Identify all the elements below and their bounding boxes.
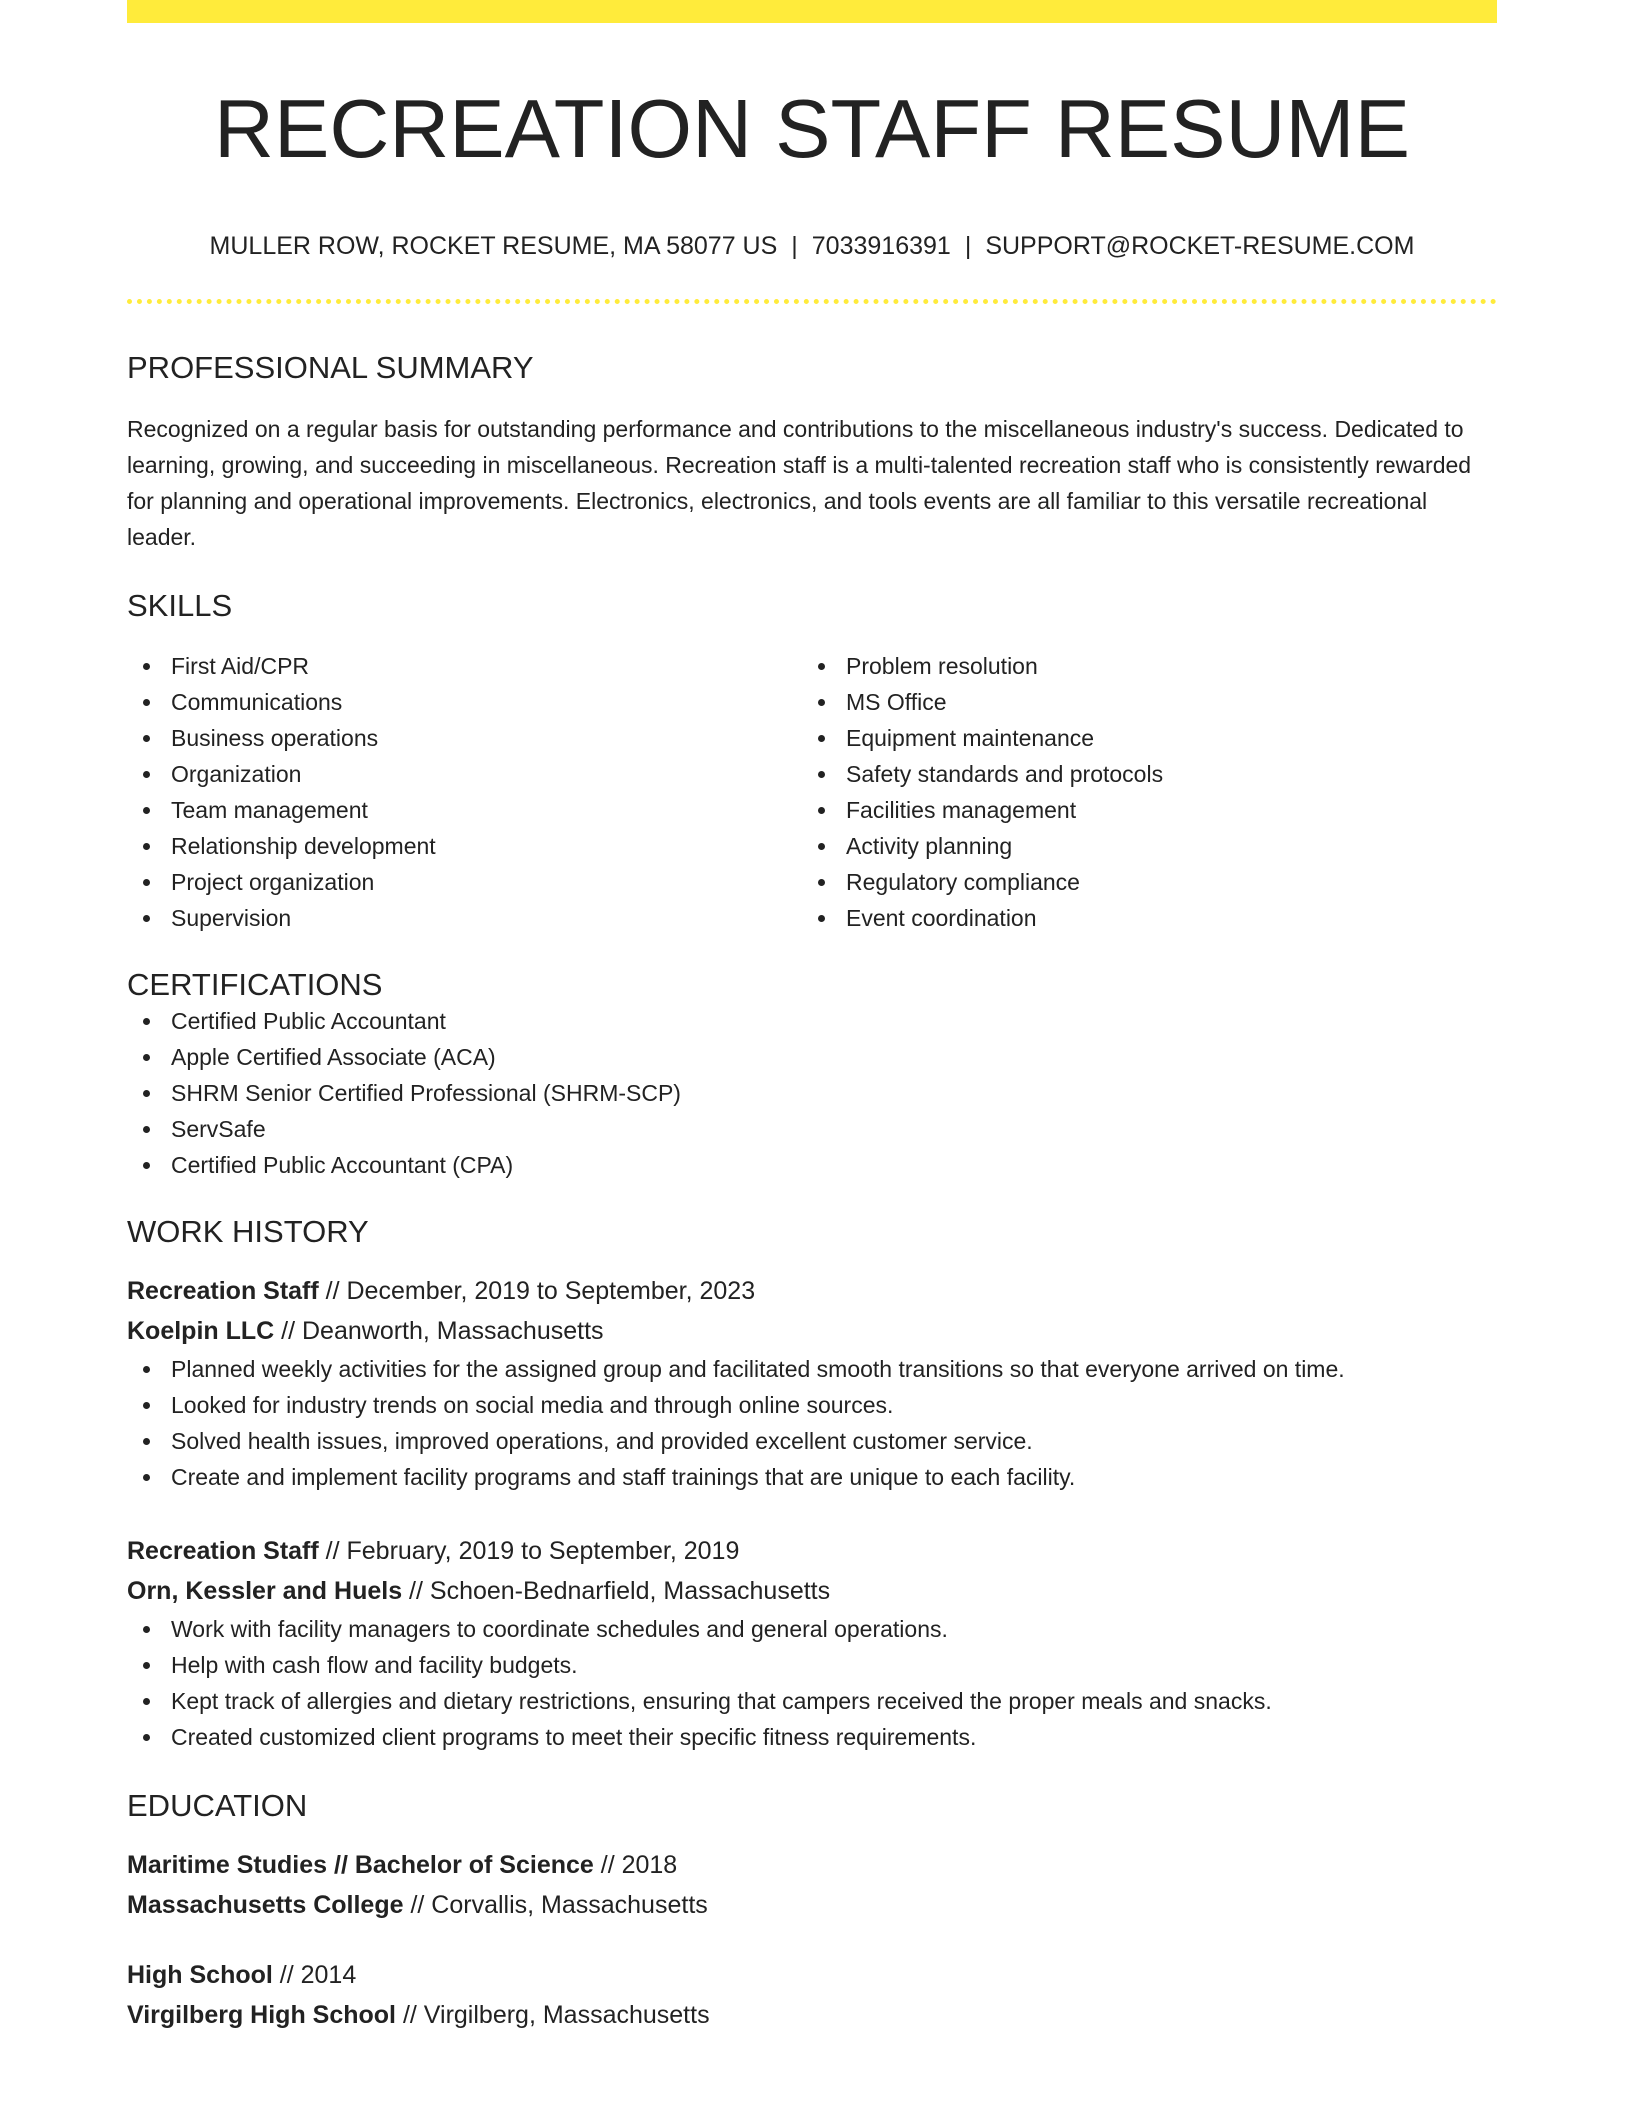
job-duty: [127, 1387, 1497, 1423]
bullet-dot-icon: [143, 1090, 150, 1097]
job-title-line: [127, 1531, 1497, 1571]
bullet-dot-icon: [818, 915, 825, 922]
job-location: // Deanworth, Massachusetts: [274, 1317, 604, 1346]
summary-heading: PROFESSIONAL SUMMARY: [127, 350, 534, 386]
job-location: // Schoen-Bednarfield, Massachusetts: [402, 1577, 831, 1606]
summary-text: Recognized on a regular basis for outstanding performance and contributions to the miscellaneous industry's success. Dedicated to learning, growing, and succeeding in miscellaneous. Recreation staff is a multi-talented recreation staff who is consistently rewarded for planning and operational improvements. Electronics, electronics, and tools events are all familiar to this versatile recreational leader.: [127, 416, 1472, 551]
skill-label: Organization: [171, 760, 302, 787]
job-title: Recreation Staff: [127, 1537, 319, 1566]
job-duty-text: Planned weekly activities for the assigned group and facilitated smooth transitions so that everyone arrived on time.: [171, 1356, 1345, 1383]
job-duty: [127, 1611, 1497, 1647]
contact-address: MULLER ROW, ROCKET RESUME, MA 58077 US: [209, 232, 778, 261]
bullet-dot-icon: [143, 843, 150, 850]
education-degree-line: [127, 1955, 1497, 1995]
certification-label: Apple Certified Associate (ACA): [171, 1043, 496, 1070]
resume-page: [127, 0, 1497, 2035]
contact-separator: |: [964, 232, 972, 261]
skills-column-right: [802, 648, 1477, 936]
certification-item: [127, 1111, 1497, 1147]
bullet-dot-icon: [143, 1474, 150, 1481]
skill-item: [802, 756, 1477, 792]
bullet-dot-icon: [143, 771, 150, 778]
skills-list-left: [127, 648, 802, 936]
education-year: // 2018: [593, 1851, 678, 1880]
skill-label: Problem resolution: [846, 652, 1038, 679]
job-duty-text: Help with cash flow and facility budgets.: [171, 1652, 578, 1679]
skill-label: Supervision: [171, 904, 292, 931]
job-duty: [127, 1459, 1497, 1495]
bullet-dot-icon: [143, 1054, 150, 1061]
bullet-dot-icon: [143, 1366, 150, 1373]
bullet-dot-icon: [143, 1018, 150, 1025]
bullet-dot-icon: [143, 879, 150, 886]
certifications-heading: CERTIFICATIONS: [127, 966, 383, 1002]
work-history-heading: WORK HISTORY: [127, 1213, 369, 1249]
certification-label: Certified Public Accountant (CPA): [171, 1151, 514, 1178]
contact-separator: |: [791, 232, 798, 261]
job-duty: [127, 1647, 1497, 1683]
top-accent-bar: [127, 0, 1497, 23]
education-school: Virgilberg High School: [127, 2001, 397, 2030]
bullet-dot-icon: [818, 735, 825, 742]
skill-label: First Aid/CPR: [171, 652, 310, 679]
bullet-dot-icon: [143, 1402, 150, 1409]
certification-label: ServSafe: [171, 1115, 266, 1142]
job-title: Recreation Staff: [127, 1277, 319, 1306]
skill-label: Facilities management: [846, 796, 1077, 823]
job-duty: [127, 1683, 1497, 1719]
education-location: // Virgilberg, Massachusetts: [396, 2001, 710, 2030]
job-duty-text: Looked for industry trends on social media and through online sources.: [171, 1392, 894, 1419]
bullet-dot-icon: [143, 735, 150, 742]
skill-label: Team management: [171, 796, 368, 823]
certification-item: [127, 1075, 1497, 1111]
skills-list-right: [802, 648, 1477, 936]
certifications-list: [127, 1003, 1497, 1183]
certification-item: [127, 1039, 1497, 1075]
skill-label: Equipment maintenance: [846, 724, 1095, 751]
skill-item: [127, 684, 802, 720]
job-company: Orn, Kessler and Huels: [127, 1577, 403, 1606]
job-duty: [127, 1423, 1497, 1459]
skill-label: Communications: [171, 688, 343, 715]
certification-item: [127, 1147, 1497, 1183]
education-school: Massachusetts College: [127, 1891, 404, 1920]
education-degree-line: [127, 1845, 1497, 1885]
skills-grid: [127, 648, 1497, 936]
skill-label: Event coordination: [846, 904, 1037, 931]
job-title-line: [127, 1271, 1497, 1311]
skill-label: Regulatory compliance: [846, 868, 1080, 895]
dotted-divider: [127, 299, 1497, 304]
skill-item: [127, 756, 802, 792]
bullet-dot-icon: [143, 1662, 150, 1669]
job-duty: [127, 1351, 1497, 1387]
bullet-dot-icon: [143, 915, 150, 922]
education-location: // Corvallis, Massachusetts: [403, 1891, 708, 1920]
skill-label: Safety standards and protocols: [846, 760, 1164, 787]
job-company-line: [127, 1311, 1497, 1351]
bullet-dot-icon: [143, 1126, 150, 1133]
bullet-dot-icon: [143, 807, 150, 814]
job-company: Koelpin LLC: [127, 1317, 275, 1346]
bullet-dot-icon: [818, 843, 825, 850]
bullet-dot-icon: [143, 1162, 150, 1169]
job-duties-list: [127, 1351, 1497, 1495]
bullet-dot-icon: [143, 1626, 150, 1633]
education-entry: [127, 1955, 1497, 2035]
contact-phone: 7033916391: [811, 232, 951, 261]
education-degree: High School: [127, 1961, 273, 1990]
job-duty-text: Create and implement facility programs and staff trainings that are unique to each facility.: [171, 1464, 1076, 1491]
education-entry: [127, 1845, 1497, 1925]
certification-label: SHRM Senior Certified Professional (SHRM-SCP): [171, 1079, 681, 1106]
job-entry: [127, 1271, 1497, 1495]
skill-label: Project organization: [171, 868, 375, 895]
skill-item: [802, 684, 1477, 720]
skill-item: [802, 900, 1477, 936]
education-year: // 2014: [272, 1961, 357, 1990]
skill-label: Activity planning: [846, 832, 1013, 859]
job-duty: [127, 1719, 1497, 1755]
job-duty-text: Work with facility managers to coordinate schedules and general operations.: [171, 1616, 948, 1643]
skill-item: [127, 792, 802, 828]
bullet-dot-icon: [143, 1438, 150, 1445]
skill-item: [802, 828, 1477, 864]
bullet-dot-icon: [143, 1698, 150, 1705]
education-school-line: [127, 1885, 1497, 1925]
contact-email: SUPPORT@ROCKET-RESUME.COM: [985, 232, 1415, 261]
skill-label: Relationship development: [171, 832, 436, 859]
skill-item: [802, 792, 1477, 828]
skill-item: [127, 900, 802, 936]
bullet-dot-icon: [818, 699, 825, 706]
bullet-dot-icon: [818, 879, 825, 886]
job-duty-text: Solved health issues, improved operations, and provided excellent customer service.: [171, 1428, 1033, 1455]
job-dates: // December, 2019 to September, 2023: [318, 1277, 756, 1306]
job-dates: // February, 2019 to September, 2019: [318, 1537, 740, 1566]
skill-label: MS Office: [846, 688, 947, 715]
skill-item: [802, 648, 1477, 684]
job-entry: [127, 1531, 1497, 1755]
job-duties-list: [127, 1611, 1497, 1755]
resume-title: RECREATION STAFF RESUME: [214, 82, 1410, 175]
job-duty-text: Created customized client programs to meet their specific fitness requirements.: [171, 1724, 977, 1751]
education-degree: Maritime Studies // Bachelor of Science: [127, 1851, 594, 1880]
bullet-dot-icon: [143, 663, 150, 670]
job-duty-text: Kept track of allergies and dietary restrictions, ensuring that campers received the proper meals and snacks.: [171, 1688, 1272, 1715]
certification-label: Certified Public Accountant: [171, 1007, 446, 1034]
bullet-dot-icon: [818, 663, 825, 670]
skill-label: Business operations: [171, 724, 379, 751]
contact-line: [127, 232, 1497, 261]
skill-item: [802, 720, 1477, 756]
bullet-dot-icon: [818, 771, 825, 778]
skills-heading: SKILLS: [127, 588, 233, 624]
bullet-dot-icon: [143, 1734, 150, 1741]
skill-item: [127, 648, 802, 684]
skill-item: [127, 828, 802, 864]
education-school-line: [127, 1995, 1497, 2035]
skills-column-left: [127, 648, 802, 936]
education-heading: EDUCATION: [127, 1788, 308, 1824]
job-company-line: [127, 1571, 1497, 1611]
skill-item: [127, 864, 802, 900]
skill-item: [127, 720, 802, 756]
bullet-dot-icon: [818, 807, 825, 814]
skill-item: [802, 864, 1477, 900]
certification-item: [127, 1003, 1497, 1039]
bullet-dot-icon: [143, 699, 150, 706]
